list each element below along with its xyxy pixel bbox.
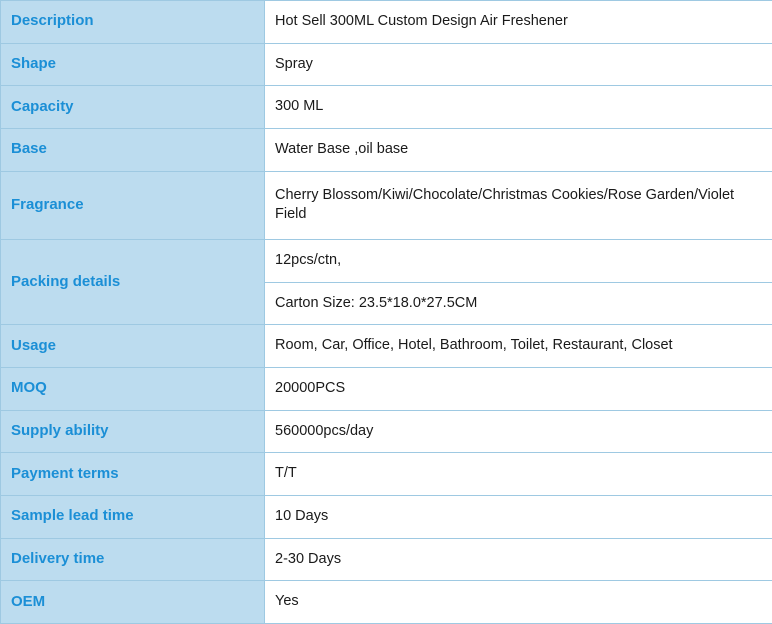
table-row — [1, 86, 772, 129]
table-row — [265, 282, 772, 324]
table-row — [1, 128, 772, 171]
table-row — [1, 1, 772, 44]
table-row — [265, 240, 772, 282]
spec-value-sample-lead-time: 10 Days — [265, 495, 772, 538]
spec-label-usage: Usage — [1, 325, 265, 368]
table-row — [1, 581, 772, 624]
spec-value-moq: 20000PCS — [265, 367, 772, 410]
packing-carton-size: Carton Size: 23.5*18.0*27.5CM — [265, 282, 772, 324]
spec-value-supply-ability: 560000pcs/day — [265, 410, 772, 453]
spec-value-oem: Yes — [265, 581, 772, 624]
spec-value-capacity: 300 ML — [265, 86, 772, 129]
table-row — [1, 325, 772, 368]
spec-label-sample-lead-time: Sample lead time — [1, 495, 265, 538]
spec-label-fragrance: Fragrance — [1, 171, 265, 239]
table-row — [1, 43, 772, 86]
spec-value-description: Hot Sell 300ML Custom Design Air Freshener — [265, 1, 772, 44]
spec-label-base: Base — [1, 128, 265, 171]
spec-value-packing-details — [265, 239, 772, 324]
table-row — [1, 495, 772, 538]
spec-label-oem: OEM — [1, 581, 265, 624]
spec-label-description: Description — [1, 1, 265, 44]
spec-value-usage: Room, Car, Office, Hotel, Bathroom, Toilet, Restaurant, Closet — [265, 325, 772, 368]
spec-label-packing-details: Packing details — [1, 239, 265, 324]
table-row — [1, 171, 772, 239]
table-row — [1, 538, 772, 581]
spec-value-shape: Spray — [265, 43, 772, 86]
table-row — [1, 410, 772, 453]
table-row — [1, 453, 772, 496]
spec-value-delivery-time: 2-30 Days — [265, 538, 772, 581]
packing-details-subtable — [265, 240, 772, 324]
spec-label-shape: Shape — [1, 43, 265, 86]
table-row — [1, 239, 772, 324]
spec-value-base: Water Base ,oil base — [265, 128, 772, 171]
spec-value-payment-terms: T/T — [265, 453, 772, 496]
spec-label-supply-ability: Supply ability — [1, 410, 265, 453]
spec-value-fragrance: Cherry Blossom/Kiwi/Chocolate/Christmas Cookies/Rose Garden/Violet Field — [265, 171, 772, 239]
table-row — [1, 367, 772, 410]
packing-quantity: 12pcs/ctn, — [265, 240, 772, 282]
spec-label-capacity: Capacity — [1, 86, 265, 129]
spec-label-payment-terms: Payment terms — [1, 453, 265, 496]
spec-label-delivery-time: Delivery time — [1, 538, 265, 581]
spec-label-moq: MOQ — [1, 367, 265, 410]
